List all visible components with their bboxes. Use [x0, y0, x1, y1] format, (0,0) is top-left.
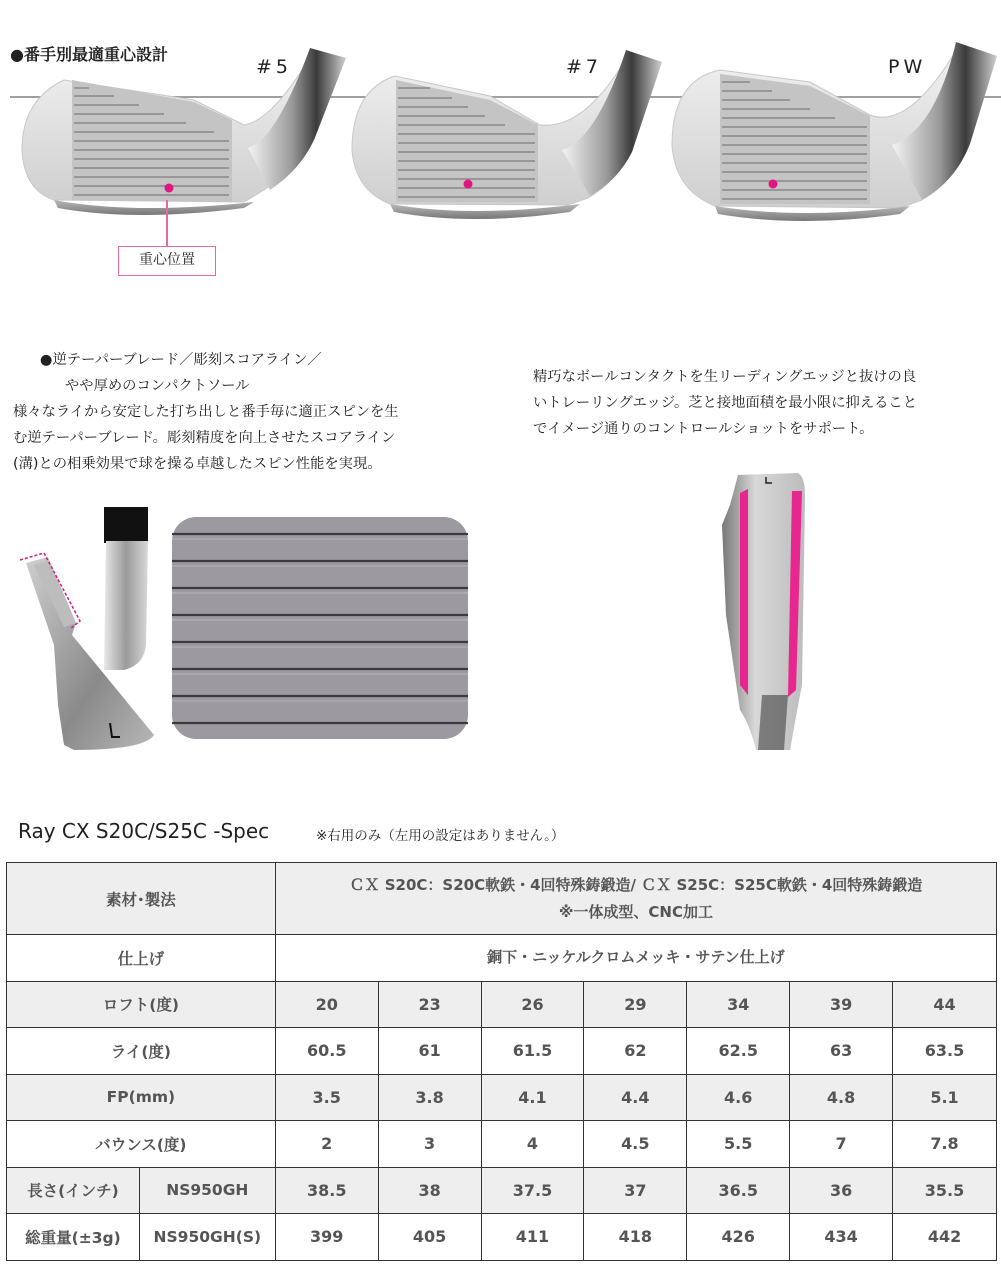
spec-title: Ray CX S20C/S25C -Spec: [18, 819, 270, 843]
feature-right-body-3: でイメージ通りのコントロールショットをサポート。: [533, 421, 874, 437]
scoreline-closeup-image: [172, 517, 468, 739]
table-cell: 38.5: [275, 1167, 378, 1214]
cog-dot-7: [464, 180, 473, 189]
table-cell: 61.5: [481, 1028, 584, 1075]
feature-left-body-3: (溝)との相乗効果で球を操る卓越したスピン性能を実現。: [13, 456, 382, 472]
club-head-pw-image: [660, 40, 1001, 230]
table-cell: 62.5: [687, 1028, 790, 1075]
material-value: [275, 863, 996, 935]
cog-callout-label: 重心位置: [118, 246, 216, 276]
table-row-finish: [7, 935, 997, 982]
table-cell: 7: [790, 1121, 893, 1168]
cog-dot-pw: [769, 180, 778, 189]
row-label-loft: ロフト(度): [7, 981, 276, 1028]
table-cell: 4.6: [687, 1074, 790, 1121]
row-label-material: 素材･製法: [7, 863, 276, 935]
club-sole-edge-image: [710, 465, 810, 750]
table-cell: 5.1: [893, 1074, 997, 1121]
table-cell: 61: [378, 1028, 481, 1075]
spec-note: ※右用のみ（左用の設定はありません。）: [316, 828, 565, 844]
section-title-cog: ●番手別最適重心設計: [10, 45, 168, 64]
table-cell: 434: [790, 1214, 893, 1261]
table-cell: 4: [481, 1121, 584, 1168]
table-cell: 63.5: [893, 1028, 997, 1075]
feature-left-body-1: 様々なライから安定した打ち出しと番手毎に適正スピンを生: [13, 404, 399, 420]
table-cell: 418: [584, 1214, 687, 1261]
table-row-bounce: [7, 1121, 997, 1168]
spec-table: [6, 862, 997, 1261]
table-cell: 4.4: [584, 1074, 687, 1121]
table-cell: 63: [790, 1028, 893, 1075]
table-cell: 411: [481, 1214, 584, 1261]
table-cell: 23: [378, 981, 481, 1028]
table-cell: 37.5: [481, 1167, 584, 1214]
table-cell: 4.5: [584, 1121, 687, 1168]
row-label-length: 長さ(インチ): [7, 1167, 140, 1214]
table-cell: 3: [378, 1121, 481, 1168]
table-cell: 35.5: [893, 1167, 997, 1214]
feature-right-body-2: いトレーリングエッジ。芝と接地面積を最小限に抑えること: [533, 395, 918, 411]
finish-value: 銅下・ニッケルクロムメッキ・サテン仕上げ: [275, 935, 996, 982]
row-label-bounce: バウンス(度): [7, 1121, 276, 1168]
table-row-length: [7, 1167, 997, 1214]
row-label-weight: 総重量(±3g): [7, 1214, 140, 1261]
club-label-7: #7: [566, 56, 603, 78]
feature-right-body-1: 精巧なボールコンタクトを生リーディングエッジと抜けの良: [533, 369, 917, 385]
feature-left-body-2: む逆テーパーブレード。彫刻精度を向上させたスコアライン: [13, 430, 396, 446]
table-cell: 2: [275, 1121, 378, 1168]
table-row-loft: [7, 981, 997, 1028]
table-cell: 4.8: [790, 1074, 893, 1121]
row-label-lie: ライ(度): [7, 1028, 276, 1075]
table-cell: 39: [790, 981, 893, 1028]
table-cell: 20: [275, 981, 378, 1028]
table-cell: 405: [378, 1214, 481, 1261]
club-head-5-image: [14, 40, 354, 230]
table-cell: 3.5: [275, 1074, 378, 1121]
row-label-fp: FP(mm): [7, 1074, 276, 1121]
table-cell: 26: [481, 981, 584, 1028]
cog-dot-5: [165, 184, 174, 193]
table-cell: 442: [893, 1214, 997, 1261]
table-row-material: [7, 863, 997, 935]
table-row-weight: [7, 1214, 997, 1261]
club-label-pw: PW: [888, 56, 927, 78]
table-cell: 44: [893, 981, 997, 1028]
table-cell: 36.5: [687, 1167, 790, 1214]
club-side-view-image: [14, 505, 154, 755]
cog-callout-line: [166, 200, 168, 246]
feature-left-text: [13, 347, 490, 477]
table-cell: 37: [584, 1167, 687, 1214]
table-row-lie: [7, 1028, 997, 1075]
table-cell: 62: [584, 1028, 687, 1075]
feature-right-text: [533, 364, 983, 442]
material-line-2: ※一体成型、CNC加工: [558, 902, 713, 921]
table-cell: 60.5: [275, 1028, 378, 1075]
club-label-5: #5: [256, 56, 293, 78]
table-cell: 29: [584, 981, 687, 1028]
feature-left-heading-1: ●逆テーパーブレード／彫刻スコアライン／: [40, 352, 322, 368]
shaft-name-length: NS950GH: [139, 1167, 275, 1214]
table-cell: 36: [790, 1167, 893, 1214]
table-row-fp: [7, 1074, 997, 1121]
table-cell: 399: [275, 1214, 378, 1261]
table-cell: 34: [687, 981, 790, 1028]
table-cell: 3.8: [378, 1074, 481, 1121]
table-cell: 5.5: [687, 1121, 790, 1168]
material-line-1: ＣＸ S20C：S20C軟鉄・4回特殊鋳鍛造/ ＣＸ S25C：S25C軟鉄・4回特殊鋳鍛造: [349, 875, 923, 894]
table-cell: 426: [687, 1214, 790, 1261]
table-cell: 4.1: [481, 1074, 584, 1121]
club-head-7-image: [340, 40, 680, 230]
table-cell: 38: [378, 1167, 481, 1214]
table-cell: 7.8: [893, 1121, 997, 1168]
row-label-finish: 仕上げ: [7, 935, 276, 982]
shaft-name-weight: NS950GH(S): [139, 1214, 275, 1261]
feature-left-heading-2: やや厚めのコンパクトソール: [65, 378, 250, 394]
